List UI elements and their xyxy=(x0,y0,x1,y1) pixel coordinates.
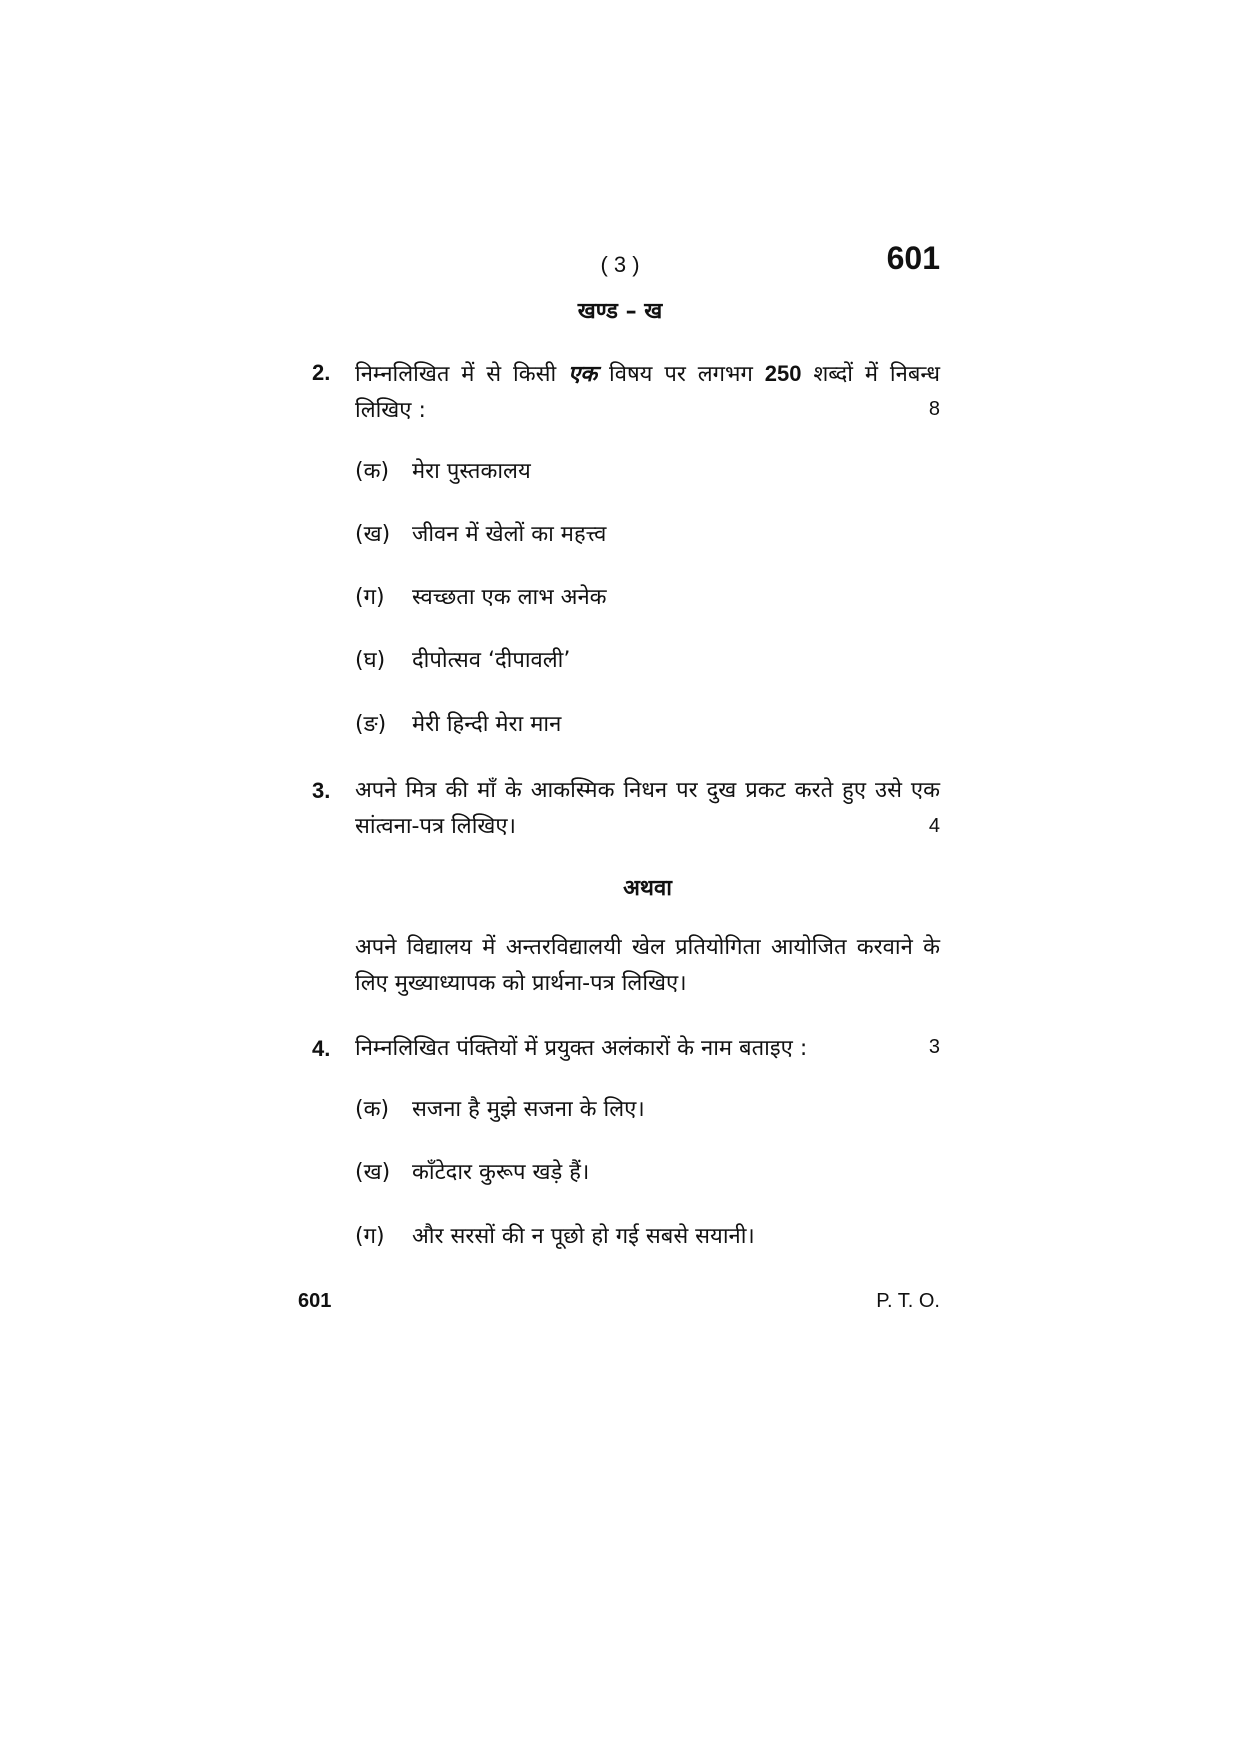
question-3-marks: 4 xyxy=(928,815,940,837)
option-text: जीवन में खेलों का महत्त्व xyxy=(412,522,607,547)
page-number: ( 3 ) xyxy=(600,252,640,277)
emphasis-word: एक xyxy=(568,362,598,387)
question-2-marks: 8 xyxy=(928,398,940,420)
option-text: मेरी हिन्दी मेरा मान xyxy=(412,712,562,737)
option-label: (ख) xyxy=(355,522,391,547)
option-text: सजना है मुझे सजना के लिए। xyxy=(412,1097,645,1122)
option-label: (क) xyxy=(355,1097,390,1122)
question-2-text: निम्नलिखित में से किसी एक विषय पर लगभग 250 शब्दों में निबन्ध लिखिए : xyxy=(355,361,941,423)
question-4-marks: 3 xyxy=(928,1036,940,1058)
option-label: (ख) xyxy=(355,1160,391,1185)
paper-code-header: 601 xyxy=(886,240,940,276)
option-label: (ग) xyxy=(355,1224,385,1249)
option-text: काँटेदार कुरूप खड़े हैं। xyxy=(412,1160,590,1185)
option-text: दीपोत्सव ‘दीपावली’ xyxy=(412,648,571,673)
question-3-alternative: अपने विद्यालय में अन्तरविद्यालयी खेल प्रतियोगिता आयोजित करवाने के लिए मुख्याध्यापक को प्रार्थना-पत्र लिखिए। xyxy=(355,935,940,996)
section-title: खण्ड – ख xyxy=(577,299,663,324)
option-label: (घ) xyxy=(355,648,386,673)
question-3-text: अपने मित्र की माँ के आकस्मिक निधन पर दुख प्रकट करते हुए उसे एक सांत्वना-पत्र लिखिए। xyxy=(355,778,940,839)
option-text: और सरसों की न पूछो हो गई सबसे सयानी। xyxy=(412,1224,755,1249)
or-heading: अथवा xyxy=(623,876,672,901)
question-4-text: निम्नलिखित पंक्तियों में प्रयुक्त अलंकारों के नाम बताइए : xyxy=(355,1036,808,1061)
option-label: (क) xyxy=(355,459,390,484)
question-3-number: 3. xyxy=(312,778,331,803)
paper-code-footer: 601 xyxy=(298,1290,332,1312)
word-count: 250 xyxy=(764,361,802,386)
option-text: मेरा पुस्तकालय xyxy=(412,459,531,484)
pto-label: P. T. O. xyxy=(876,1290,940,1312)
option-text: स्वच्छता एक लाभ अनेक xyxy=(412,585,607,610)
question-4-number: 4. xyxy=(312,1036,331,1061)
option-label: (ग) xyxy=(355,585,385,610)
question-2-number: 2. xyxy=(312,360,331,385)
option-label: (ङ) xyxy=(355,712,387,737)
